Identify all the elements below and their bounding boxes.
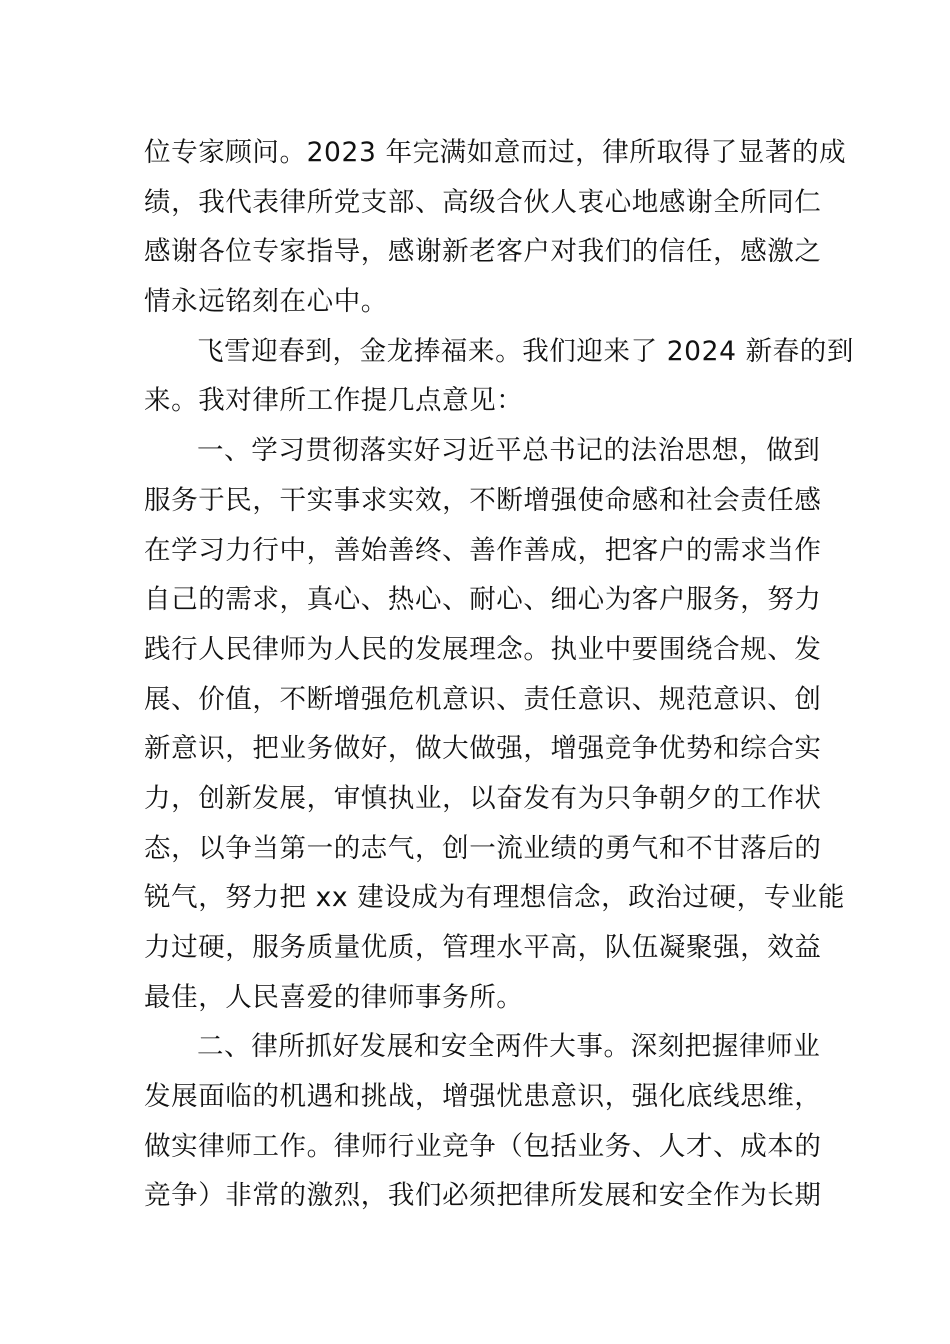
text-line: 二、律所抓好发展和安全两件大事。深刻把握律师业 — [197, 1031, 821, 1063]
text-line: 态，以争当第一的志气，创一流业绩的勇气和不甘落后的 — [144, 832, 822, 864]
text-line: 飞雪迎春到，金龙捧福来。我们迎来了 2024 新春的到 — [197, 335, 854, 367]
text-line: 最佳，人民喜爱的律师事务所。 — [144, 981, 524, 1013]
text-line: 竞争）非常的激烈，我们必须把律所发展和安全作为长期 — [144, 1180, 822, 1212]
text-line: 锐气，努力把 xx 建设成为有理想信念，政治过硬，专业能 — [144, 882, 846, 914]
text-line: 践行人民律师为人民的发展理念。执业中要围绕合规、发 — [144, 633, 822, 665]
text-line: 一、学习贯彻落实好习近平总书记的法治思想，做到 — [197, 435, 821, 467]
text-line: 来。我对律所工作提几点意见： — [144, 385, 524, 417]
text-line: 在学习力行中，善始善终、善作善成，把客户的需求当作 — [144, 534, 822, 566]
text-line: 力过硬，服务质量优质，管理水平高，队伍凝聚强，效益 — [144, 932, 822, 963]
text-line: 做实律师工作。律师行业竞争（包括业务、人才、成本的 — [144, 1130, 822, 1162]
text-line: 情永远铭刻在心中。 — [144, 286, 388, 318]
text-line: 自己的需求，真心、热心、耐心、细心为客户服务，努力 — [144, 584, 822, 616]
text-line: 展、价值，不断增强危机意识、责任意识、规范意识、创 — [144, 683, 822, 715]
document-body — [144, 128, 854, 1221]
text-line: 绩，我代表律所党支部、高级合伙人衷心地感谢全所同仁 — [144, 186, 822, 218]
text-line: 服务于民，干实事求实效，不断增强使命感和社会责任感 — [144, 484, 822, 516]
text-line: 感谢各位专家指导，感谢新老客户对我们的信任，感激之 — [144, 236, 822, 268]
text-line: 力，创新发展，审慎执业，以奋发有为只争朝夕的工作状 — [144, 782, 822, 814]
text-line: 发展面临的机遇和挑战，增强忧患意识，强化底线思维， — [144, 1081, 822, 1113]
text-line: 位专家顾问。2023 年完满如意而过，律所取得了显著的成 — [144, 137, 847, 168]
text-line: 新意识，把业务做好，做大做强，增强竞争优势和综合实 — [144, 733, 822, 765]
